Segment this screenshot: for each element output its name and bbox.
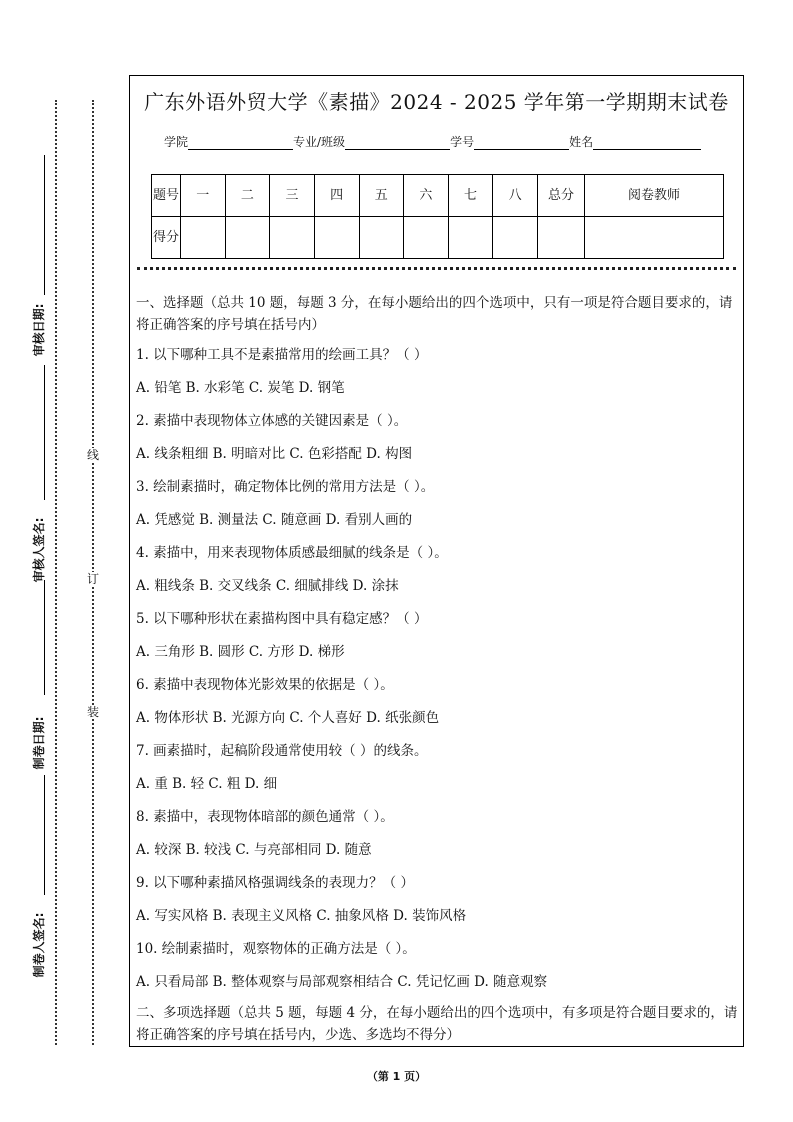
question-6-options: A. 物体形状 B. 光源方向 C. 个人喜好 D. 纸张颜色 <box>136 710 440 726</box>
section2-intro: 二、多项选择题（总共 5 题，每题 4 分，在每小题给出的四个选项中，有多项是符合题目要求的，请将正确答案的序号填在括号内，少选、多选均不得分） <box>136 1005 738 1043</box>
total-score-cell[interactable] <box>538 217 585 259</box>
score-table <box>151 174 724 259</box>
question-4: 4. 素描中，用来表现物体质感最细腻的线条是（ ）。 <box>136 545 448 561</box>
question-7: 7. 画素描时，起稿阶段通常使用较（ ）的线条。 <box>136 743 428 759</box>
question-9-options: A. 写实风格 B. 表现主义风格 C. 抽象风格 D. 装饰风格 <box>136 908 467 924</box>
col-3: 三 <box>270 175 315 217</box>
college-field[interactable] <box>188 137 293 150</box>
student-no-field[interactable] <box>474 137 569 150</box>
question-4-options: A. 粗线条 B. 交叉线条 C. 细腻排线 D. 涂抹 <box>136 578 399 594</box>
binding-mark-line: 线 <box>84 448 102 462</box>
binding-mark-staple: 订 <box>84 572 102 586</box>
question-8-options: A. 较深 B. 较浅 C. 与亮部相同 D. 随意 <box>136 842 372 858</box>
question-1-options: A. 铅笔 B. 水彩笔 C. 炭笔 D. 钢笔 <box>136 380 345 396</box>
question-3-options: A. 凭感觉 B. 测量法 C. 随意画 D. 看别人画的 <box>136 512 413 528</box>
score-cell[interactable] <box>270 217 315 259</box>
score-cell[interactable] <box>181 217 226 259</box>
question-7-options: A. 重 B. 轻 C. 粗 D. 细 <box>136 776 278 792</box>
sign-dotted-line <box>55 100 57 1045</box>
reviewer-sign-label: 审核人签名: <box>31 517 46 583</box>
exam-frame <box>129 75 744 1047</box>
question-8: 8. 素描中，表现物体暗部的颜色通常（ ）。 <box>136 809 394 825</box>
review-date-label: 审核日期: <box>31 303 46 357</box>
question-no-head: 题号 <box>152 175 181 217</box>
score-table-score-row <box>152 217 724 259</box>
name-field[interactable] <box>593 137 701 150</box>
maker-sign-label: 制卷人签名: <box>31 912 46 978</box>
make-date-label: 制卷日期: <box>31 716 46 770</box>
student-no-label: 学号 <box>450 135 475 149</box>
col-5: 五 <box>359 175 404 217</box>
col-8: 八 <box>493 175 538 217</box>
grader-head: 阅卷教师 <box>585 175 724 217</box>
col-7: 七 <box>448 175 493 217</box>
college-label: 学院 <box>164 135 189 149</box>
score-cell[interactable] <box>448 217 493 259</box>
reviewer-sign-line <box>44 365 45 500</box>
question-5: 5. 以下哪种形状在素描构图中具有稳定感？（ ） <box>136 611 428 627</box>
question-10-options: A. 只看局部 B. 整体观察与局部观察相结合 C. 凭记忆画 D. 随意观察 <box>136 974 548 990</box>
col-4: 四 <box>314 175 359 217</box>
question-5-options: A. 三角形 B. 圆形 C. 方形 D. 梯形 <box>136 644 345 660</box>
score-cell[interactable] <box>225 217 270 259</box>
col-1: 一 <box>181 175 226 217</box>
score-head: 得分 <box>152 217 181 259</box>
question-9: 9. 以下哪种素描风格强调线条的表现力？（ ） <box>136 875 414 891</box>
score-table-header-row <box>152 175 724 217</box>
major-label: 专业/班级 <box>293 135 346 149</box>
name-label: 姓名 <box>569 135 594 149</box>
grader-cell[interactable] <box>585 217 724 259</box>
score-cell[interactable] <box>359 217 404 259</box>
question-6: 6. 素描中表现物体光影效果的依据是（ ）。 <box>136 677 394 693</box>
col-6: 六 <box>404 175 449 217</box>
binding-mark-bind: 装 <box>84 705 102 719</box>
exam-title: 广东外语外贸大学《素描》2024 - 2025 学年第一学期期末试卷 <box>144 90 729 114</box>
maker-sign-line <box>44 775 45 895</box>
score-cell[interactable] <box>314 217 359 259</box>
make-date-line <box>44 580 45 695</box>
student-info-row <box>164 133 701 150</box>
question-2-options: A. 线条粗细 B. 明暗对比 C. 色彩搭配 D. 构图 <box>136 446 413 462</box>
header-divider <box>137 267 736 270</box>
question-1: 1. 以下哪种工具不是素描常用的绘画工具？（ ） <box>136 347 428 363</box>
page-number: （第 1 页） <box>366 1070 427 1083</box>
col-2: 二 <box>225 175 270 217</box>
section1-intro: 一、选择题（总共 10 题，每题 3 分，在每小题给出的四个选项中，只有一项是符合题目要求的，请将正确答案的序号填在括号内） <box>136 295 733 333</box>
total-head: 总分 <box>538 175 585 217</box>
question-3: 3. 绘制素描时，确定物体比例的常用方法是（ ）。 <box>136 479 435 495</box>
question-10: 10. 绘制素描时，观察物体的正确方法是（ ）。 <box>136 941 416 957</box>
question-2: 2. 素描中表现物体立体感的关键因素是（ ）。 <box>136 413 408 429</box>
score-cell[interactable] <box>404 217 449 259</box>
major-field[interactable] <box>345 137 450 150</box>
review-date-line <box>44 155 45 295</box>
score-cell[interactable] <box>493 217 538 259</box>
